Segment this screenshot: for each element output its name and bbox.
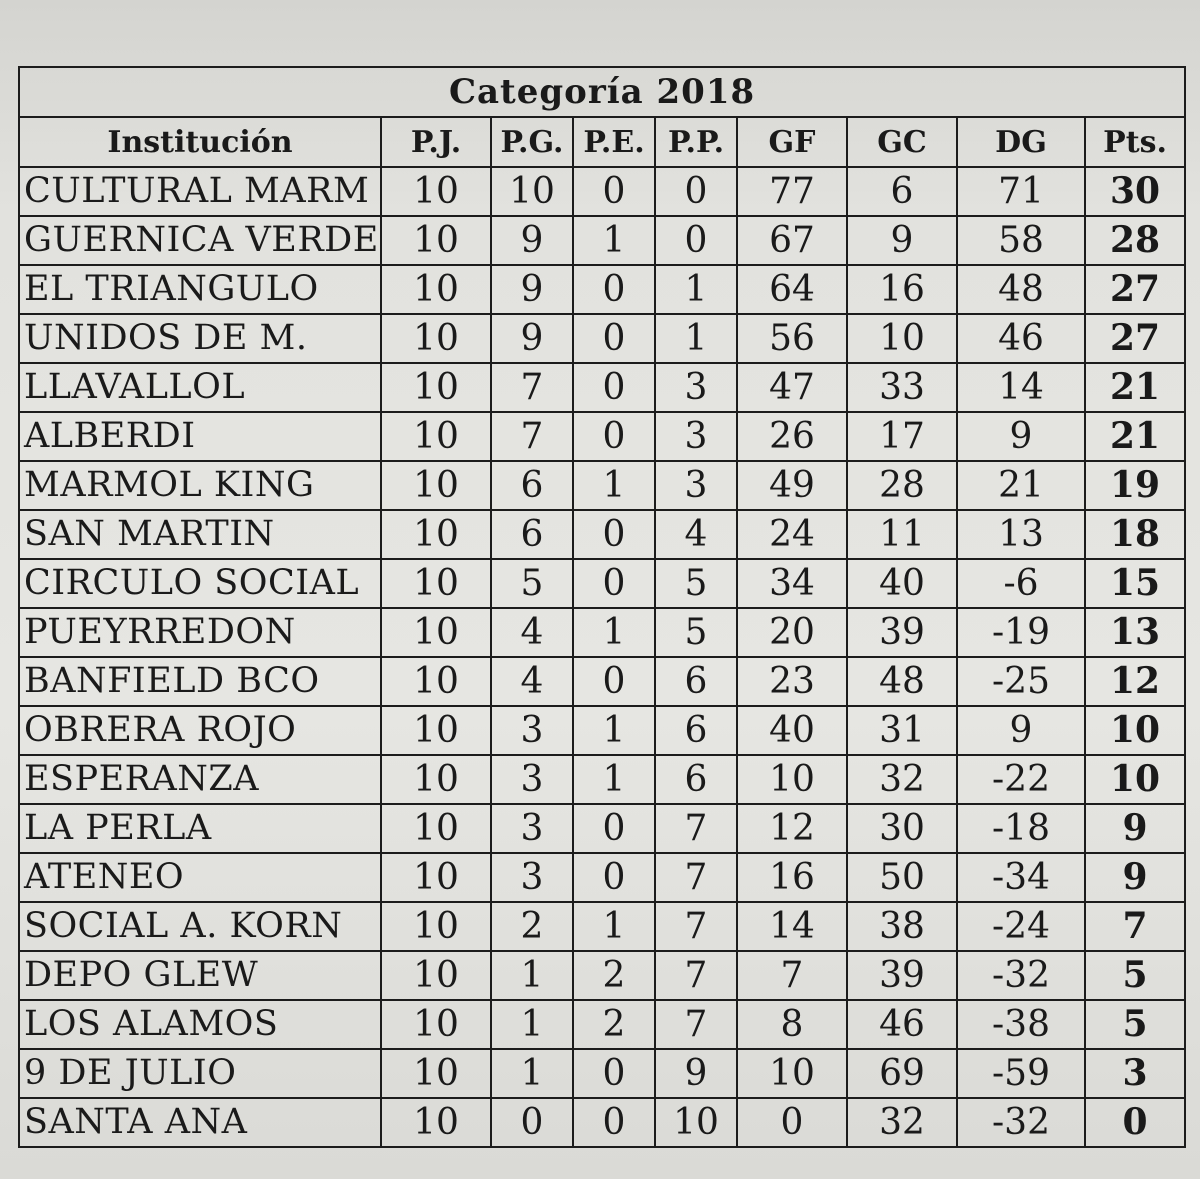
header-institucion: Institución xyxy=(19,117,381,167)
won-cell: 10 xyxy=(491,167,573,216)
goals-for-cell: 56 xyxy=(737,314,847,363)
drawn-cell: 0 xyxy=(573,314,655,363)
goals-for-cell: 16 xyxy=(737,853,847,902)
played-cell: 10 xyxy=(381,951,491,1000)
won-cell: 9 xyxy=(491,216,573,265)
lost-cell: 0 xyxy=(655,216,737,265)
lost-cell: 7 xyxy=(655,1000,737,1049)
won-cell: 4 xyxy=(491,657,573,706)
points-cell: 5 xyxy=(1085,1000,1185,1049)
team-name-cell: SANTA ANA xyxy=(19,1098,381,1147)
table-row xyxy=(19,412,1185,461)
goals-against-cell: 10 xyxy=(847,314,957,363)
points-cell: 9 xyxy=(1085,853,1185,902)
team-name-cell: ALBERDI xyxy=(19,412,381,461)
played-cell: 10 xyxy=(381,510,491,559)
lost-cell: 3 xyxy=(655,412,737,461)
lost-cell: 3 xyxy=(655,461,737,510)
team-name-cell: EL TRIANGULO xyxy=(19,265,381,314)
team-name-cell: LLAVALLOL xyxy=(19,363,381,412)
goal-difference-cell: -34 xyxy=(957,853,1085,902)
won-cell: 1 xyxy=(491,951,573,1000)
header-gf: GF xyxy=(737,117,847,167)
goals-for-cell: 10 xyxy=(737,1049,847,1098)
team-name-cell: LOS ALAMOS xyxy=(19,1000,381,1049)
won-cell: 5 xyxy=(491,559,573,608)
drawn-cell: 1 xyxy=(573,755,655,804)
lost-cell: 7 xyxy=(655,804,737,853)
goal-difference-cell: 9 xyxy=(957,706,1085,755)
points-cell: 3 xyxy=(1085,1049,1185,1098)
won-cell: 9 xyxy=(491,265,573,314)
won-cell: 3 xyxy=(491,804,573,853)
points-cell: 27 xyxy=(1085,314,1185,363)
drawn-cell: 1 xyxy=(573,608,655,657)
goals-against-cell: 48 xyxy=(847,657,957,706)
goal-difference-cell: 48 xyxy=(957,265,1085,314)
goal-difference-cell: -32 xyxy=(957,951,1085,1000)
goal-difference-cell: 14 xyxy=(957,363,1085,412)
lost-cell: 6 xyxy=(655,706,737,755)
goal-difference-cell: 58 xyxy=(957,216,1085,265)
goals-against-cell: 30 xyxy=(847,804,957,853)
goals-against-cell: 33 xyxy=(847,363,957,412)
goals-against-cell: 32 xyxy=(847,755,957,804)
played-cell: 10 xyxy=(381,461,491,510)
standings-table xyxy=(18,66,1186,1148)
drawn-cell: 1 xyxy=(573,216,655,265)
team-name-cell: SAN MARTIN xyxy=(19,510,381,559)
team-name-cell: SOCIAL A. KORN xyxy=(19,902,381,951)
team-name-cell: GUERNICA VERDE xyxy=(19,216,381,265)
table-row xyxy=(19,510,1185,559)
goal-difference-cell: -6 xyxy=(957,559,1085,608)
table-row xyxy=(19,216,1185,265)
goals-against-cell: 28 xyxy=(847,461,957,510)
header-dg: DG xyxy=(957,117,1085,167)
team-name-cell: PUEYRREDON xyxy=(19,608,381,657)
lost-cell: 6 xyxy=(655,755,737,804)
played-cell: 10 xyxy=(381,1049,491,1098)
won-cell: 7 xyxy=(491,363,573,412)
points-cell: 7 xyxy=(1085,902,1185,951)
table-row xyxy=(19,363,1185,412)
table-row xyxy=(19,608,1185,657)
goals-for-cell: 47 xyxy=(737,363,847,412)
played-cell: 10 xyxy=(381,412,491,461)
goals-for-cell: 49 xyxy=(737,461,847,510)
played-cell: 10 xyxy=(381,314,491,363)
table-row xyxy=(19,804,1185,853)
goals-for-cell: 7 xyxy=(737,951,847,1000)
goal-difference-cell: 9 xyxy=(957,412,1085,461)
played-cell: 10 xyxy=(381,559,491,608)
won-cell: 6 xyxy=(491,510,573,559)
table-row xyxy=(19,265,1185,314)
goal-difference-cell: 13 xyxy=(957,510,1085,559)
points-cell: 30 xyxy=(1085,167,1185,216)
drawn-cell: 0 xyxy=(573,657,655,706)
played-cell: 10 xyxy=(381,167,491,216)
won-cell: 3 xyxy=(491,755,573,804)
played-cell: 10 xyxy=(381,657,491,706)
team-name-cell: 9 DE JULIO xyxy=(19,1049,381,1098)
lost-cell: 7 xyxy=(655,951,737,1000)
played-cell: 10 xyxy=(381,608,491,657)
header-row xyxy=(19,117,1185,167)
points-cell: 21 xyxy=(1085,363,1185,412)
table-row xyxy=(19,314,1185,363)
won-cell: 1 xyxy=(491,1049,573,1098)
goals-for-cell: 77 xyxy=(737,167,847,216)
goals-for-cell: 0 xyxy=(737,1098,847,1147)
goal-difference-cell: 71 xyxy=(957,167,1085,216)
points-cell: 5 xyxy=(1085,951,1185,1000)
table-row xyxy=(19,461,1185,510)
drawn-cell: 0 xyxy=(573,1049,655,1098)
lost-cell: 5 xyxy=(655,608,737,657)
table-title: Categoría 2018 xyxy=(19,67,1185,117)
lost-cell: 5 xyxy=(655,559,737,608)
team-name-cell: MARMOL KING xyxy=(19,461,381,510)
played-cell: 10 xyxy=(381,363,491,412)
points-cell: 19 xyxy=(1085,461,1185,510)
goal-difference-cell: -32 xyxy=(957,1098,1085,1147)
lost-cell: 0 xyxy=(655,167,737,216)
header-pg: P.G. xyxy=(491,117,573,167)
goal-difference-cell: 46 xyxy=(957,314,1085,363)
won-cell: 3 xyxy=(491,853,573,902)
team-name-cell: CULTURAL MARM xyxy=(19,167,381,216)
won-cell: 4 xyxy=(491,608,573,657)
won-cell: 1 xyxy=(491,1000,573,1049)
header-pp: P.P. xyxy=(655,117,737,167)
team-name-cell: ATENEO xyxy=(19,853,381,902)
played-cell: 10 xyxy=(381,265,491,314)
drawn-cell: 0 xyxy=(573,363,655,412)
drawn-cell: 0 xyxy=(573,510,655,559)
lost-cell: 1 xyxy=(655,265,737,314)
goals-for-cell: 34 xyxy=(737,559,847,608)
goal-difference-cell: -22 xyxy=(957,755,1085,804)
goal-difference-cell: -25 xyxy=(957,657,1085,706)
table-row xyxy=(19,167,1185,216)
goals-for-cell: 8 xyxy=(737,1000,847,1049)
goals-for-cell: 26 xyxy=(737,412,847,461)
points-cell: 21 xyxy=(1085,412,1185,461)
drawn-cell: 0 xyxy=(573,804,655,853)
drawn-cell: 2 xyxy=(573,951,655,1000)
header-gc: GC xyxy=(847,117,957,167)
points-cell: 10 xyxy=(1085,755,1185,804)
goal-difference-cell: 21 xyxy=(957,461,1085,510)
drawn-cell: 1 xyxy=(573,706,655,755)
header-pts: Pts. xyxy=(1085,117,1185,167)
drawn-cell: 0 xyxy=(573,265,655,314)
played-cell: 10 xyxy=(381,853,491,902)
lost-cell: 4 xyxy=(655,510,737,559)
goals-against-cell: 17 xyxy=(847,412,957,461)
goals-against-cell: 39 xyxy=(847,608,957,657)
table-row xyxy=(19,755,1185,804)
table-row xyxy=(19,853,1185,902)
won-cell: 9 xyxy=(491,314,573,363)
goals-against-cell: 38 xyxy=(847,902,957,951)
goals-against-cell: 9 xyxy=(847,216,957,265)
team-name-cell: ESPERANZA xyxy=(19,755,381,804)
points-cell: 0 xyxy=(1085,1098,1185,1147)
points-cell: 27 xyxy=(1085,265,1185,314)
drawn-cell: 0 xyxy=(573,853,655,902)
team-name-cell: DEPO GLEW xyxy=(19,951,381,1000)
won-cell: 2 xyxy=(491,902,573,951)
lost-cell: 1 xyxy=(655,314,737,363)
drawn-cell: 1 xyxy=(573,461,655,510)
goals-for-cell: 67 xyxy=(737,216,847,265)
goals-against-cell: 32 xyxy=(847,1098,957,1147)
header-pe: P.E. xyxy=(573,117,655,167)
drawn-cell: 2 xyxy=(573,1000,655,1049)
table-row xyxy=(19,1049,1185,1098)
title-row xyxy=(19,67,1185,117)
team-name-cell: CIRCULO SOCIAL xyxy=(19,559,381,608)
points-cell: 18 xyxy=(1085,510,1185,559)
goal-difference-cell: -19 xyxy=(957,608,1085,657)
table-row xyxy=(19,657,1185,706)
lost-cell: 9 xyxy=(655,1049,737,1098)
points-cell: 15 xyxy=(1085,559,1185,608)
goal-difference-cell: -24 xyxy=(957,902,1085,951)
drawn-cell: 1 xyxy=(573,902,655,951)
drawn-cell: 0 xyxy=(573,1098,655,1147)
goal-difference-cell: -18 xyxy=(957,804,1085,853)
points-cell: 9 xyxy=(1085,804,1185,853)
drawn-cell: 0 xyxy=(573,167,655,216)
goal-difference-cell: -59 xyxy=(957,1049,1085,1098)
won-cell: 6 xyxy=(491,461,573,510)
goals-against-cell: 39 xyxy=(847,951,957,1000)
played-cell: 10 xyxy=(381,804,491,853)
team-name-cell: LA PERLA xyxy=(19,804,381,853)
goals-against-cell: 50 xyxy=(847,853,957,902)
goals-for-cell: 10 xyxy=(737,755,847,804)
goals-for-cell: 64 xyxy=(737,265,847,314)
goals-for-cell: 12 xyxy=(737,804,847,853)
goals-for-cell: 40 xyxy=(737,706,847,755)
played-cell: 10 xyxy=(381,902,491,951)
table-row xyxy=(19,1098,1185,1147)
won-cell: 3 xyxy=(491,706,573,755)
header-pj: P.J. xyxy=(381,117,491,167)
goals-for-cell: 24 xyxy=(737,510,847,559)
played-cell: 10 xyxy=(381,706,491,755)
goals-against-cell: 40 xyxy=(847,559,957,608)
goals-against-cell: 69 xyxy=(847,1049,957,1098)
table-row xyxy=(19,902,1185,951)
team-name-cell: BANFIELD BCO xyxy=(19,657,381,706)
won-cell: 0 xyxy=(491,1098,573,1147)
table-row xyxy=(19,706,1185,755)
lost-cell: 6 xyxy=(655,657,737,706)
goals-against-cell: 31 xyxy=(847,706,957,755)
played-cell: 10 xyxy=(381,1000,491,1049)
points-cell: 10 xyxy=(1085,706,1185,755)
lost-cell: 3 xyxy=(655,363,737,412)
goals-for-cell: 23 xyxy=(737,657,847,706)
points-cell: 28 xyxy=(1085,216,1185,265)
team-name-cell: OBRERA ROJO xyxy=(19,706,381,755)
played-cell: 10 xyxy=(381,216,491,265)
played-cell: 10 xyxy=(381,755,491,804)
lost-cell: 7 xyxy=(655,902,737,951)
lost-cell: 10 xyxy=(655,1098,737,1147)
points-cell: 13 xyxy=(1085,608,1185,657)
team-name-cell: UNIDOS DE M. xyxy=(19,314,381,363)
table-row xyxy=(19,951,1185,1000)
goal-difference-cell: -38 xyxy=(957,1000,1085,1049)
lost-cell: 7 xyxy=(655,853,737,902)
goals-against-cell: 11 xyxy=(847,510,957,559)
table-row xyxy=(19,559,1185,608)
drawn-cell: 0 xyxy=(573,412,655,461)
goals-against-cell: 16 xyxy=(847,265,957,314)
standings-body xyxy=(19,167,1185,1147)
drawn-cell: 0 xyxy=(573,559,655,608)
goals-against-cell: 46 xyxy=(847,1000,957,1049)
played-cell: 10 xyxy=(381,1098,491,1147)
goals-for-cell: 14 xyxy=(737,902,847,951)
won-cell: 7 xyxy=(491,412,573,461)
table-row xyxy=(19,1000,1185,1049)
goals-for-cell: 20 xyxy=(737,608,847,657)
points-cell: 12 xyxy=(1085,657,1185,706)
goals-against-cell: 6 xyxy=(847,167,957,216)
